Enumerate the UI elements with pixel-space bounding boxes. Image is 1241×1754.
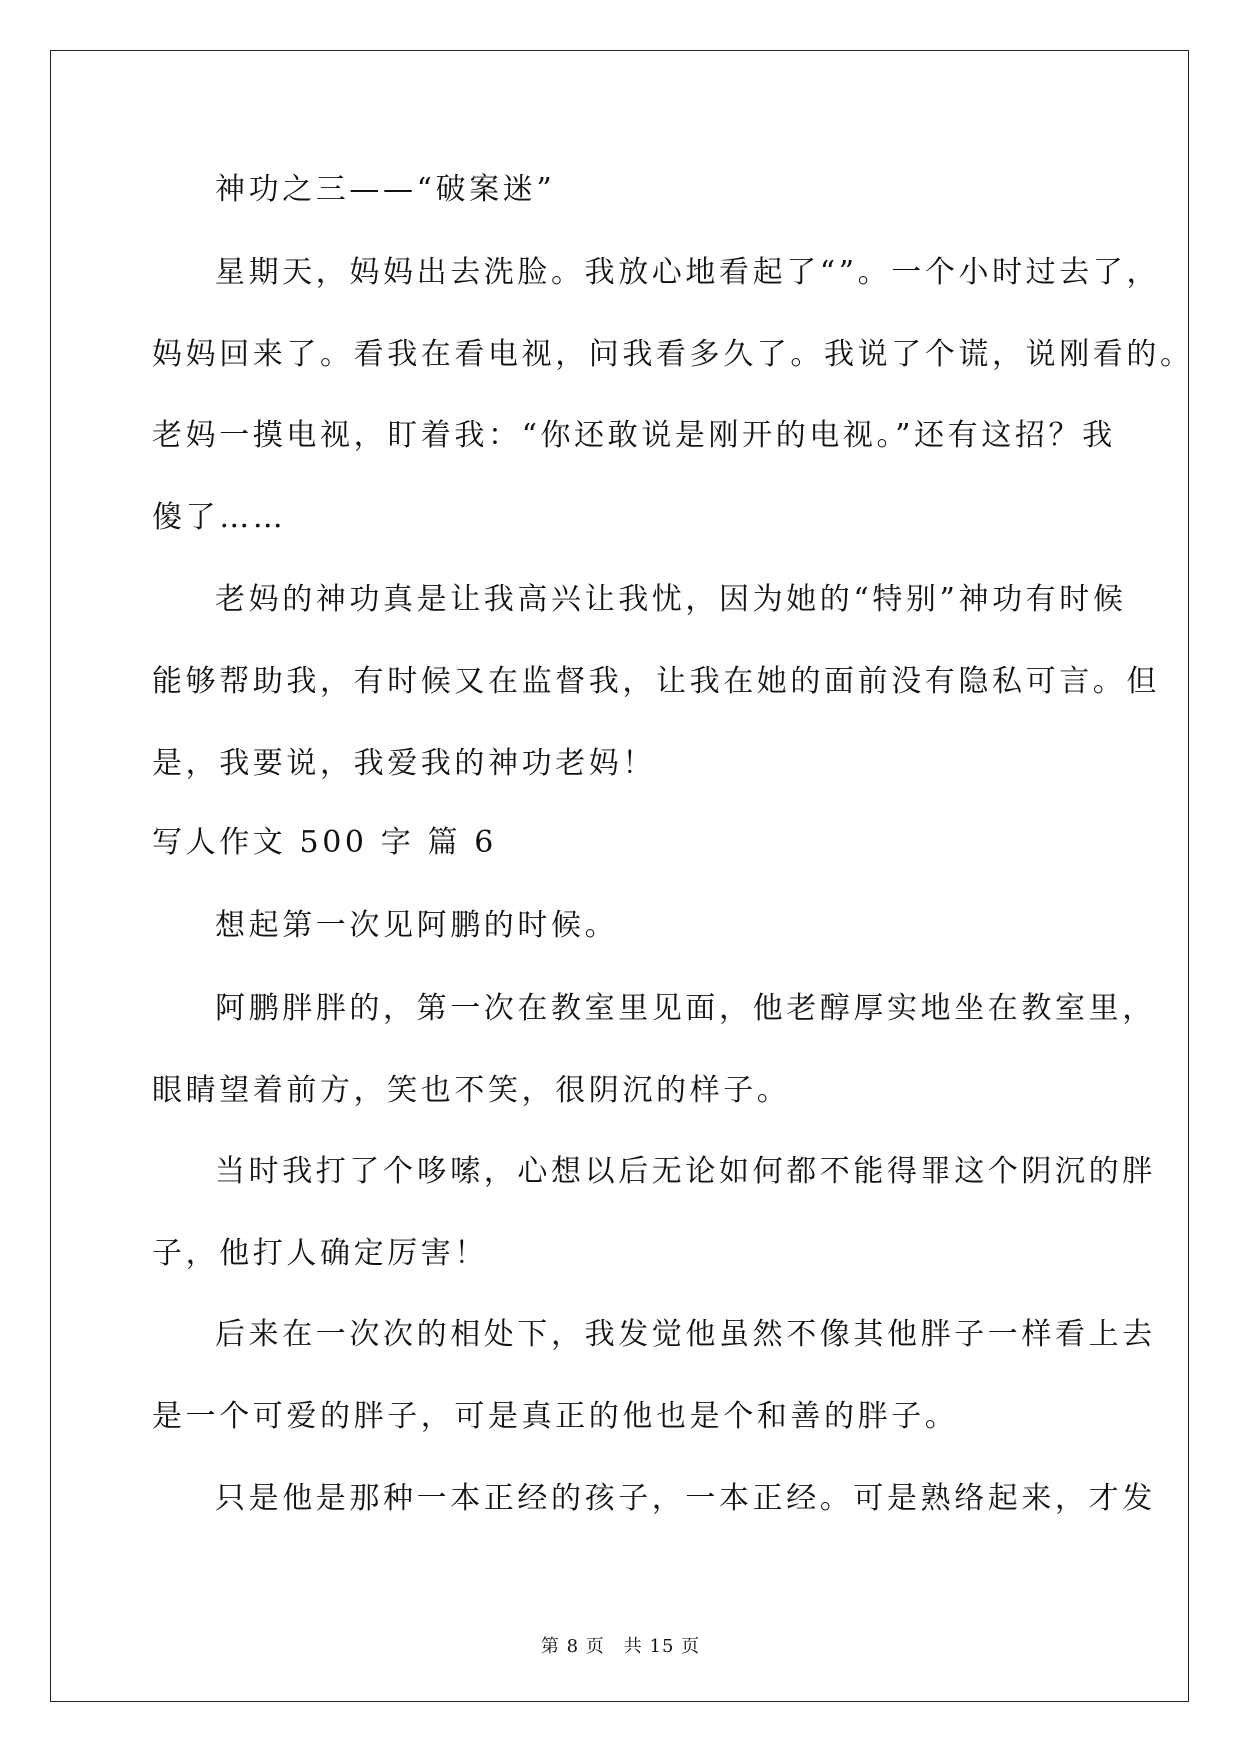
section-heading: 写人作文 500 字 篇 6 [152, 825, 497, 860]
text-line: 阿鹏胖胖的，第一次在教室里见面，他老醇厚实地坐在教室里， [215, 991, 1156, 1026]
text-line: 眼睛望着前方，笑也不笑，很阴沉的样子。 [152, 1073, 791, 1108]
text-line: 子，他打人确定厉害！ [152, 1236, 488, 1271]
text-line: 只是他是那种一本正经的孩子，一本正经。可是熟络起来，才发 [215, 1481, 1156, 1516]
subheading-line: 神功之三——“破案迷” [215, 172, 556, 207]
page-border [50, 50, 1189, 1702]
text-line: 傻了…… [152, 500, 287, 535]
text-line: 老妈的神功真是让我高兴让我忧，因为她的“特别”神功有时候 [215, 582, 1127, 617]
text-line: 后来在一次次的相处下，我发觉他虽然不像其他胖子一样看上去 [215, 1317, 1156, 1352]
text-line: 老妈一摸电视，盯着我：“你还敢说是刚开的电视。”还有这招？我 [152, 418, 1116, 453]
text-line: 是，我要说，我爱我的神功老妈！ [152, 746, 656, 781]
text-line: 是一个可爱的胖子，可是真正的他也是个和善的胖子。 [152, 1399, 959, 1434]
text-line: 妈妈回来了。看我在看电视，问我看多久了。我说了个谎，说刚看的。 [152, 337, 1194, 372]
text-line: 当时我打了个哆嗦，心想以后无论如何都不能得罪这个阴沉的胖 [215, 1154, 1156, 1189]
page-number-footer: 第 8 页 共 15 页 [540, 1636, 701, 1657]
text-line: 想起第一次见阿鹏的时候。 [215, 908, 619, 943]
text-line: 能够帮助我，有时候又在监督我，让我在她的面前没有隐私可言。但 [152, 664, 1160, 699]
text-line: 星期天，妈妈出去洗脸。我放心地看起了“”。一个小时过去了， [215, 255, 1161, 290]
